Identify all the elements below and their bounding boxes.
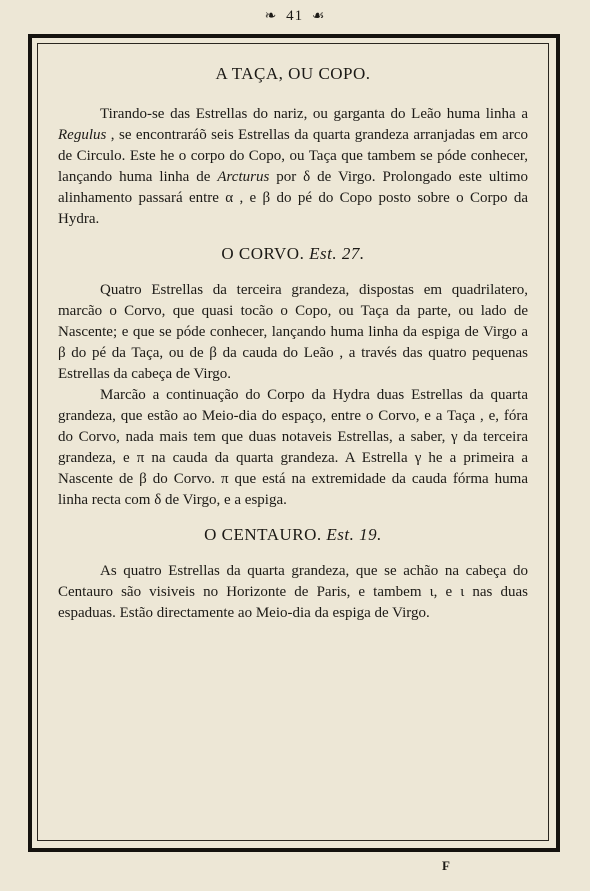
paragraph-taca-1: [58, 104, 528, 230]
section-taca: [58, 64, 528, 230]
page-number: 41: [286, 8, 304, 24]
paragraph-centauro-1: As quatro Estrellas da quarta grandeza, que se achão na cabeça do Centauro são visiveis no Horizonte de Paris, e tambem ι, e ι nas duas espaduas. Estão directamente ao Meio-dia da espiga de Virgo.: [58, 563, 528, 621]
page-header: [0, 8, 590, 25]
section-heading-taca: A TAÇA, OU COPO.: [215, 64, 371, 83]
star-name-arcturus: Arcturus: [217, 169, 270, 185]
paragraph-corvo-1: Quatro Estrellas da terceira grandeza, dispostas em quadrilatero, marcão o Corvo, que quasi tocão o Copo, ou Taça da parte, ou lado de Nascente; e que se póde conhecer, lançando huma linha da espiga de Virgo a β do pé da Taça, ou de β da cauda do Leão , a través das quatro pequenas Estrellas da cabeça de Virgo.: [58, 282, 528, 382]
left-ornament-icon: ❧: [264, 9, 278, 24]
star-name-regulus: Regulus: [58, 127, 107, 143]
text-run: Tirando-se das Estrellas do nariz, ou garganta do Leão huma linha a: [100, 106, 528, 122]
section-heading-centauro: [58, 525, 528, 545]
section-heading-corvo: [58, 244, 528, 264]
section-centauro: [58, 525, 528, 624]
section-corvo: [58, 244, 528, 511]
text-run: , se encontraráõ seis Estrellas da quarta grandeza arranjadas em arco de Circulo. Este he o corpo do Copo, ou Taça que tambem se póde conhecer, lançando huma linha de: [58, 127, 528, 185]
heading-text: O CENTAURO.: [204, 525, 322, 544]
right-ornament-icon: ☙: [311, 9, 326, 24]
plate-reference: Est. 27.: [309, 244, 365, 263]
text-frame: [37, 43, 549, 841]
paragraph-corvo-2: Marcão a continuação do Corpo da Hydra duas Estrellas da quarta grandeza, que estão ao Meio-dia do espaço, entre o Corvo, e a Taça , e, fóra do Corvo, nada mais tem que duas notaveis Estrellas, a saber, γ da terceira grandeza, e π na cauda da quarta grandeza. A Estrella γ he a primeira a Nascente de β do Corvo. π que está na extremidade da cauda fórma huma linha recta com δ de Virgo, e a espiga.: [58, 387, 528, 508]
heading-text: O CORVO.: [221, 244, 305, 263]
text-run: por δ de Virgo. Prolongado este ultimo alinhamento passará entre α , e β do pé do Copo posto sobre o Corpo da Hydra.: [58, 169, 528, 227]
signature-mark: F: [442, 858, 450, 873]
plate-reference: Est. 19.: [326, 525, 382, 544]
